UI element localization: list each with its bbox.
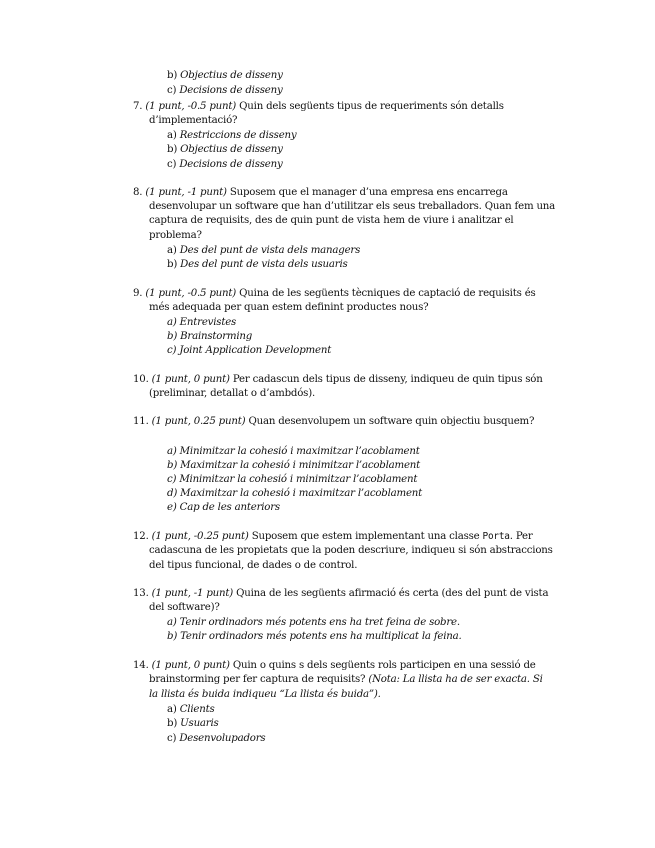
option-b: b) Brainstorming <box>167 331 253 342</box>
option-a: a) Clients <box>167 704 215 715</box>
option-c: c) Desenvolupadors <box>167 733 266 744</box>
question-10-line-2: (preliminar, detallat o d’ambdós). <box>149 388 316 399</box>
option-b: b) Des del punt de vista dels usuaris <box>167 259 348 270</box>
question-number: 7. <box>133 101 143 112</box>
question-points: (1 punt, 0 punt) <box>151 660 230 671</box>
question-8-line-1: 8. (1 punt, -1 punt) Suposem que el manager d’una empresa ens encarrega <box>133 187 508 198</box>
question-10-line-1: 10. (1 punt, 0 punt) Per cadascun dels tipus de disseny, indiqueu de quin tipus són <box>133 374 543 385</box>
option-b: b) Usuaris <box>167 718 219 729</box>
note: (Nota: La llista ha de ser exacta. Si <box>368 674 543 685</box>
option-a: a) Minimitzar la cohesió i maximitzar l’acoblament <box>167 446 420 457</box>
option-a: a) Entrevistes <box>167 317 237 328</box>
question-number: 14. <box>133 660 149 671</box>
question-7-line-1: 7. (1 punt, -0.5 punt) Quin dels següents tipus de requeriments són detalls <box>133 101 504 112</box>
note: la llista és buida indiqueu “La llista és buida”). <box>149 689 381 700</box>
question-13-line-1: 13. (1 punt, -1 punt) Quina de les següents afirmació és certa (des del punt de vista <box>133 588 549 599</box>
question-14-line-1: 14. (1 punt, 0 punt) Quin o quins s dels següents rols participen en una sessió de <box>133 660 536 671</box>
option-b: b) Tenir ordinadors més potents ens ha multiplicat la feina. <box>167 631 462 642</box>
question-11-line-1: 11. (1 punt, 0.25 punt) Quan desenvolupem un software quin objectiu busquem? <box>133 416 535 427</box>
question-14-line-3 <box>149 688 381 702</box>
question-7-line-2: d’implementació? <box>149 115 238 126</box>
option-b: b) Objectius de disseny <box>167 144 283 155</box>
question-8-line-4: problema? <box>149 230 202 241</box>
question-points: (1 punt, -0.5 punt) <box>145 101 237 112</box>
question-14-line-2: brainstorming per fer captura de requisits? (Nota: La llista ha de ser exacta. Si <box>149 674 543 685</box>
question-12-line-2: cadascuna de les propietats que la poden descriure, indiqueu si són abstraccions <box>149 545 553 556</box>
question-points: (1 punt, -1 punt) <box>151 588 234 599</box>
question-number: 12. <box>133 531 149 542</box>
option-e: e) Cap de les anteriors <box>167 502 280 513</box>
question-number: 11. <box>133 416 149 427</box>
option-b: b) Objectius de disseny <box>167 70 283 81</box>
question-number: 8. <box>133 187 143 198</box>
question-8-line-2: desenvolupar un software que han d’utilitzar els seus treballadors. Quan fem una <box>149 201 556 212</box>
question-number: 10. <box>133 374 149 385</box>
option-c: c) Decisions de disseny <box>167 159 283 170</box>
option-a: a) Des del punt de vista dels managers <box>167 245 361 256</box>
option-b: b) Maximitzar la cohesió i minimitzar l’acoblament <box>167 460 421 471</box>
question-points: (1 punt, 0.25 punt) <box>151 416 246 427</box>
question-12-line-1: 12. (1 punt, -0.25 punt) Suposem que estem implementant una classe Porta. Per <box>133 531 533 542</box>
option-a: a) Tenir ordinadors més potents ens ha tret feina de sobre. <box>167 617 460 628</box>
question-9-line-1: 9. (1 punt, -0.5 punt) Quina de les següents tècniques de captació de requisits és <box>133 288 536 299</box>
option-a: a) Restriccions de disseny <box>167 130 297 141</box>
option-c: c) Joint Application Development <box>167 345 332 356</box>
option-d: d) Maximitzar la cohesió i maximitzar l’acoblament <box>167 488 423 499</box>
question-points: (1 punt, -1 punt) <box>145 187 227 198</box>
question-number: 9. <box>133 288 143 299</box>
question-13-line-2: del software)? <box>149 602 220 613</box>
question-points: (1 punt, -0.25 punt) <box>151 531 249 542</box>
class-name-code: Porta <box>482 531 510 542</box>
question-9-line-2: més adequada per quan estem definint productes nous? <box>149 302 429 313</box>
option-c: c) Decisions de disseny <box>167 85 283 96</box>
question-points: (1 punt, -0.5 punt) <box>145 288 237 299</box>
question-points: (1 punt, 0 punt) <box>151 374 230 385</box>
option-c: c) Minimitzar la cohesió i minimitzar l’acoblament <box>167 474 418 485</box>
question-number: 13. <box>133 588 149 599</box>
question-12-line-3: del tipus funcional, de dades o de control. <box>149 560 358 571</box>
question-8-line-3: captura de requisits, des de quin punt de vista hem de viure i analitzar el <box>149 215 514 226</box>
